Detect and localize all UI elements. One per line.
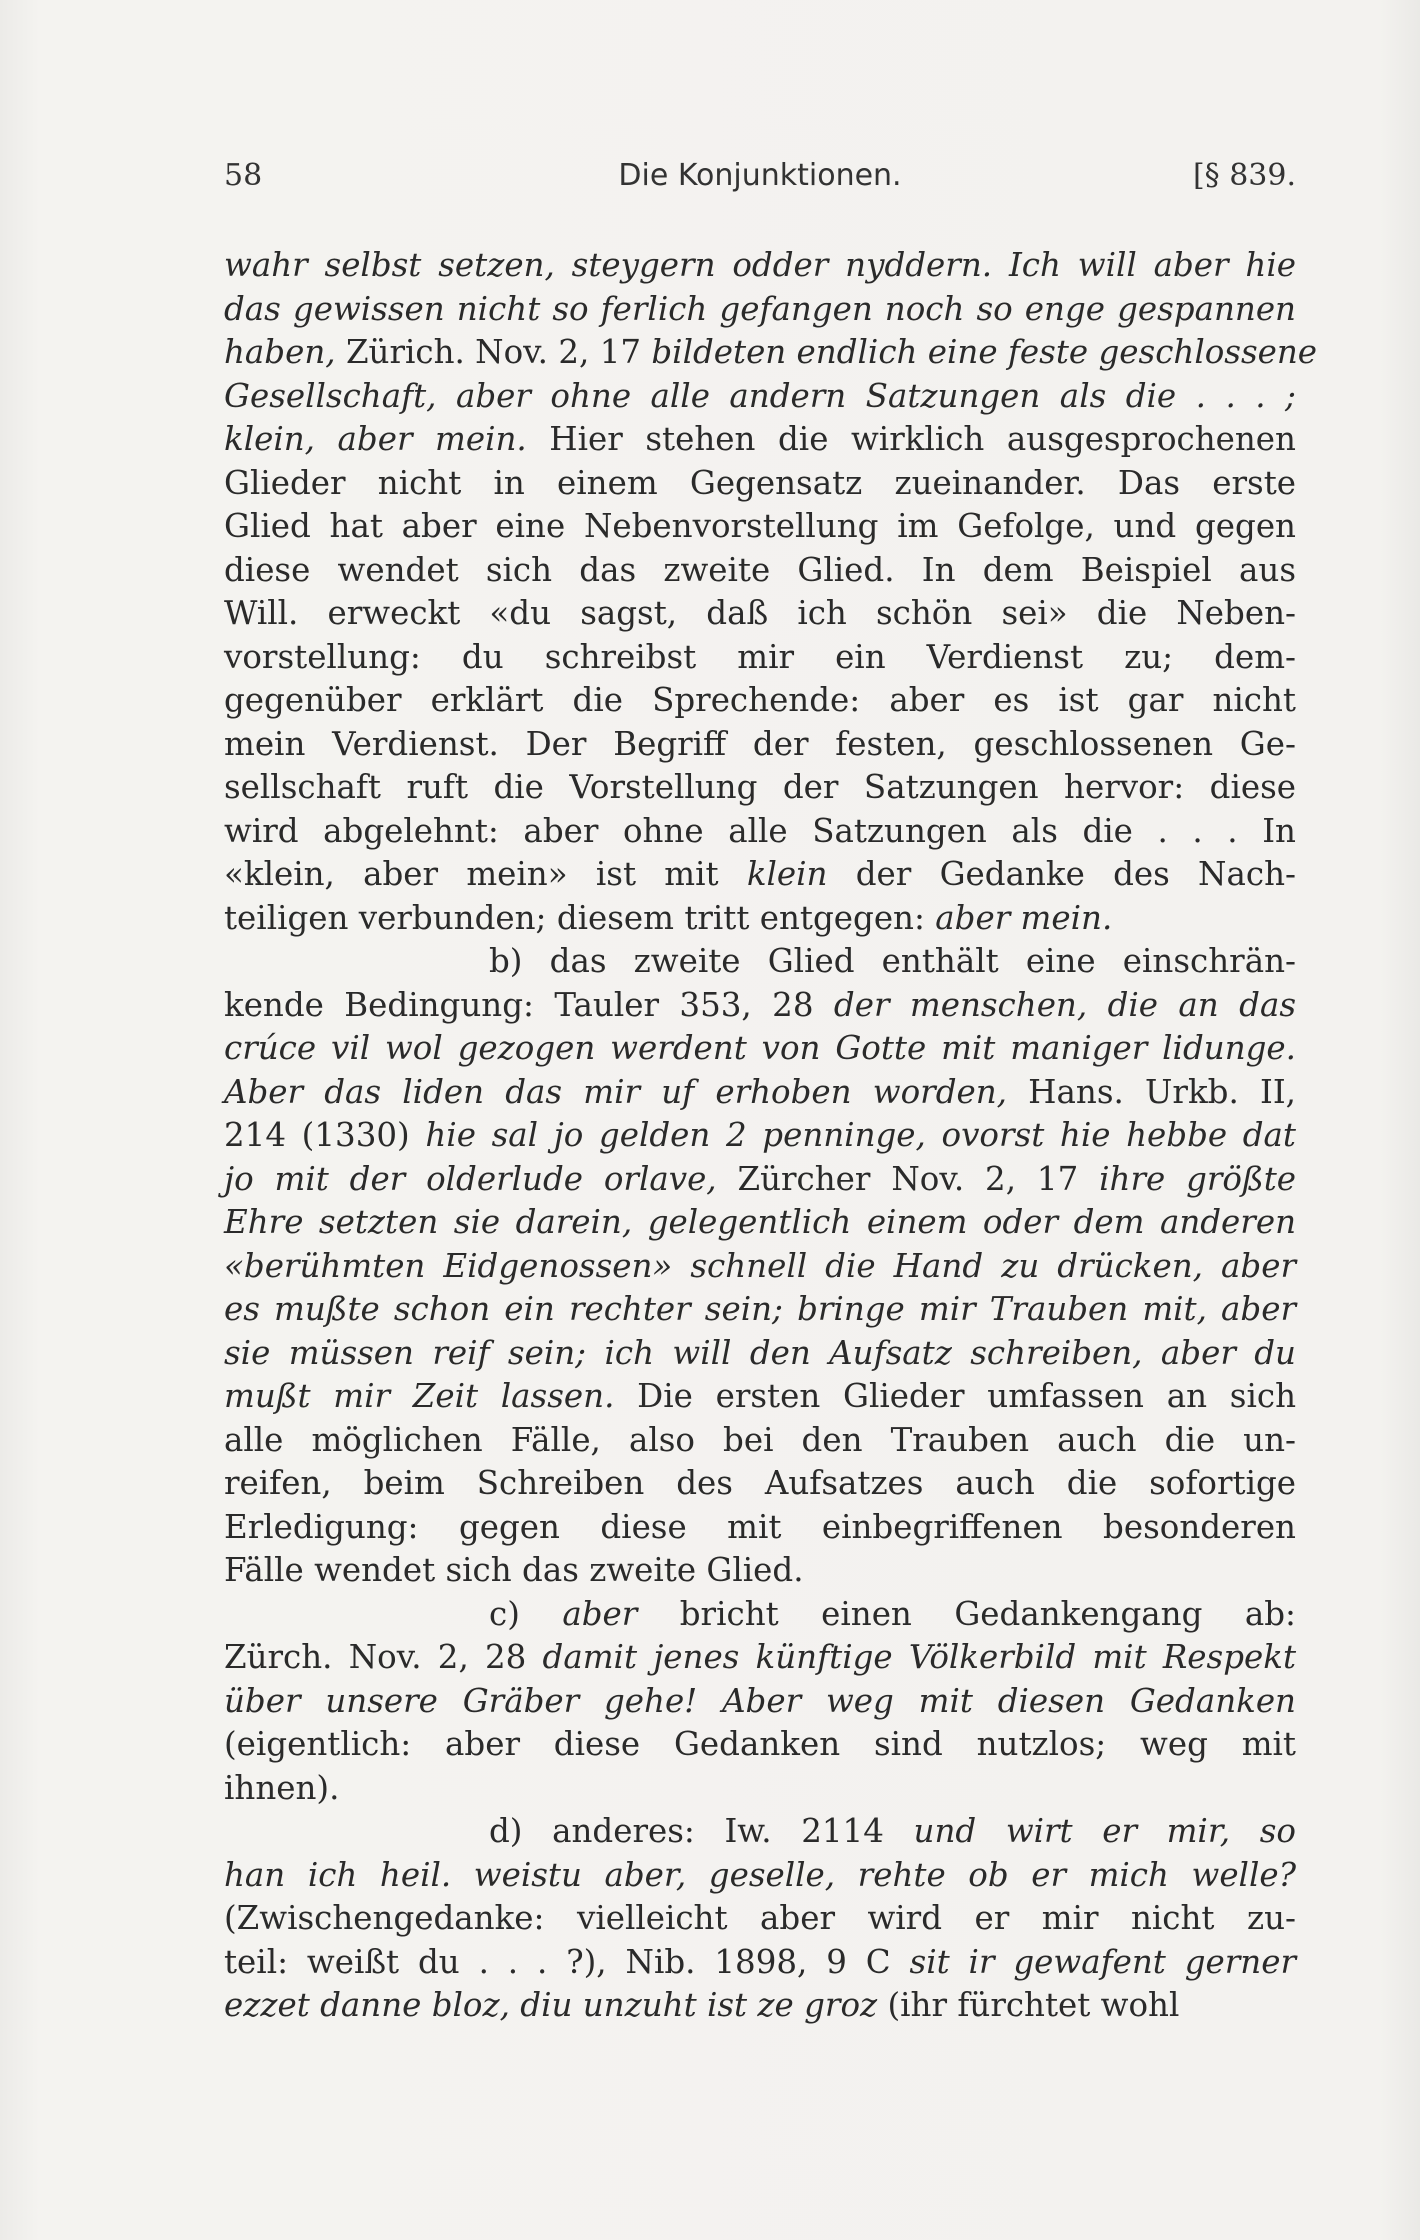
running-title: Die Konjunktionen. <box>618 158 902 193</box>
text-run: Fälle wendet sich das zweite Glied. <box>224 1551 804 1589</box>
italic-text: über unsere Gräber gehe! Aber weg mit diesen Gedanken <box>224 1681 1296 1720</box>
italic-text: Aber das liden das mir uf erhoben worden, <box>224 1072 1007 1111</box>
text-run: mein Verdienst. Der Begriff der festen, geschlossenen Ge- <box>224 724 1296 763</box>
text-line <box>224 1854 1296 1898</box>
text-run: b) das zweite Glied enthält eine einschrän- <box>489 942 1296 980</box>
text-line <box>224 1941 1296 1985</box>
text-line <box>224 462 1296 506</box>
text-run: 214 (1330) <box>224 1116 426 1154</box>
text-run: der Gedanke des Nach- <box>827 855 1296 893</box>
text-line <box>224 853 1296 897</box>
italic-text: Ehre setzten sie darein, gelegentlich einem oder dem anderen <box>224 1203 1296 1241</box>
text-line <box>224 1201 1296 1245</box>
italic-text: crúce vil wol gezogen werdent von Gotte mit maniger lidunge. <box>224 1029 1296 1067</box>
italic-text: das gewissen nicht so ferlich gefangen noch so enge gespannen <box>224 289 1296 328</box>
text-line <box>224 1984 1296 2028</box>
italic-text: «berühmten Eidgenossen» schnell die Hand zu drücken, aber <box>224 1246 1296 1285</box>
italic-text: jo mit der olderlude orlave, <box>224 1159 717 1198</box>
italic-text: aber mein. <box>935 898 1113 937</box>
text-line <box>224 723 1296 767</box>
text-run: (ihr fürchtet wohl <box>877 1986 1180 2024</box>
text-line <box>224 1375 1296 1419</box>
text-line <box>224 636 1296 680</box>
text-run: teil: weißt du . . . ?), Nib. 1898, 9 C <box>224 1942 910 1981</box>
text-line <box>224 1288 1296 1332</box>
text-line <box>224 766 1296 810</box>
page-number: 58 <box>224 158 263 193</box>
italic-text: und wirt er mir, so <box>913 1812 1296 1850</box>
italic-text: klein <box>746 855 828 893</box>
italic-text: hie sal jo gelden 2 penninge, ovorst hie hebbe dat <box>425 1116 1296 1154</box>
text-line <box>224 1506 1296 1550</box>
italic-text: damit jenes künftige Völkerbild mit Respekt <box>542 1638 1297 1676</box>
text-line <box>224 592 1296 636</box>
text-run: Die ersten Glieder umfassen an sich <box>614 1377 1296 1415</box>
text-run: teiligen verbunden; diesem tritt entgegen: <box>224 898 936 937</box>
text-line <box>224 1332 1296 1376</box>
italic-text: aber <box>562 1594 638 1633</box>
body-text <box>224 244 1318 2028</box>
text-run: reifen, beim Schreiben des Aufsatzes auch die sofortige <box>224 1464 1296 1502</box>
text-line <box>224 940 1296 984</box>
text-run: ihnen). <box>224 1768 340 1807</box>
text-line <box>224 418 1296 462</box>
text-line <box>224 1680 1296 1724</box>
text-run: vorstellung: du schreibst mir ein Verdienst zu; dem- <box>224 637 1296 676</box>
text-line <box>224 679 1296 723</box>
text-line <box>224 1593 1296 1637</box>
text-line <box>224 331 1318 375</box>
text-line <box>224 1636 1296 1680</box>
italic-text: mußt mir Zeit lassen. <box>224 1377 615 1415</box>
page-header <box>224 158 1296 198</box>
italic-text: wahr selbst setzen, steygern odder nyddern. Ich will aber hie <box>224 246 1296 284</box>
text-line <box>224 1549 1296 1593</box>
text-line <box>224 1723 1296 1767</box>
text-run: diese wendet sich das zweite Glied. In dem Beispiel aus <box>224 550 1296 589</box>
text-run: Glieder nicht in einem Gegensatz zueinander. Das erste <box>224 463 1296 502</box>
text-line <box>224 1158 1296 1202</box>
text-run: Will. erweckt «du sagst, daß ich schön sei» die Neben- <box>224 594 1296 632</box>
text-line <box>224 1810 1296 1854</box>
italic-text: der menschen, die an das <box>833 985 1296 1024</box>
italic-text: han ich heil. weistu aber, geselle, rehte ob er mich welle? <box>224 1855 1296 1894</box>
text-run: gegenüber erklärt die Sprechende: aber es ist gar nicht <box>224 681 1296 719</box>
text-line <box>224 1767 1296 1811</box>
italic-text: klein, aber mein. <box>224 420 527 458</box>
text-run: Erledigung: gegen diese mit einbegriffenen besonderen <box>224 1507 1296 1546</box>
italic-text: es mußte schon ein rechter sein; <box>224 1290 783 1328</box>
text-run: Hans. Urkb. II, <box>1007 1072 1296 1111</box>
text-run: Hier stehen die wirklich ausgesprochenen <box>526 420 1296 458</box>
italic-text: bringe mir Trauben mit, aber <box>797 1290 1296 1328</box>
section-number: [§ 839. <box>1192 158 1296 193</box>
text-line <box>224 897 1296 941</box>
text-run: sellschaft ruft die Vorstellung der Satzungen hervor: diese <box>224 768 1296 806</box>
text-line <box>224 244 1296 288</box>
text-run: Glied hat aber eine Nebenvorstellung im Gefolge, und gegen <box>224 507 1296 545</box>
text-line <box>224 375 1296 419</box>
text-run: (Zwischengedanke: vielleicht aber wird er mir nicht zu- <box>224 1899 1296 1937</box>
italic-text: bildeten endlich eine feste geschlossene <box>651 333 1318 371</box>
text-line <box>224 1027 1296 1071</box>
text-run <box>783 1290 797 1328</box>
text-line <box>224 984 1296 1028</box>
text-run: d) anderes: Iw. 2114 <box>489 1812 914 1850</box>
text-run: Zürich. Nov. 2, 17 <box>335 333 652 371</box>
text-run: Zürcher Nov. 2, 17 <box>716 1159 1100 1198</box>
text-run <box>586 1334 604 1372</box>
italic-text: ihre größte <box>1099 1159 1296 1198</box>
text-run: wird abgelehnt: aber ohne alle Satzungen als die . . . In <box>224 811 1296 850</box>
text-line <box>224 1462 1296 1506</box>
text-run: Zürch. Nov. 2, 28 <box>224 1638 543 1676</box>
italic-text: haben, <box>224 333 336 371</box>
text-line <box>224 288 1296 332</box>
text-line <box>224 1897 1296 1941</box>
text-line <box>224 810 1296 854</box>
text-line <box>224 1071 1296 1115</box>
text-line <box>224 1114 1296 1158</box>
text-run: (eigentlich: aber diese Gedanken sind nutzlos; weg mit <box>224 1725 1296 1763</box>
text-run: c) <box>489 1594 563 1633</box>
italic-text: sit ir gewafent gerner <box>909 1942 1296 1981</box>
italic-text: ich will den Aufsatz schreiben, aber du <box>604 1333 1296 1372</box>
text-run: alle möglichen Fälle, also bei den Trauben auch die un- <box>224 1420 1296 1459</box>
text-run: «klein, aber mein» ist mit <box>224 855 747 893</box>
text-run: bricht einen Gedankengang ab: <box>637 1594 1296 1633</box>
italic-text: sie müssen reif sein; <box>224 1333 587 1372</box>
italic-text: Gesellschaft, aber ohne alle andern Satzungen als die . . . ; <box>224 376 1296 415</box>
text-line <box>224 549 1296 593</box>
text-line <box>224 505 1296 549</box>
text-line <box>224 1245 1296 1289</box>
text-line <box>224 1419 1296 1463</box>
italic-text: ezzet danne bloz, diu unzuht ist ze groz <box>224 1986 878 2024</box>
text-run: kende Bedingung: Tauler 353, 28 <box>224 985 834 1024</box>
